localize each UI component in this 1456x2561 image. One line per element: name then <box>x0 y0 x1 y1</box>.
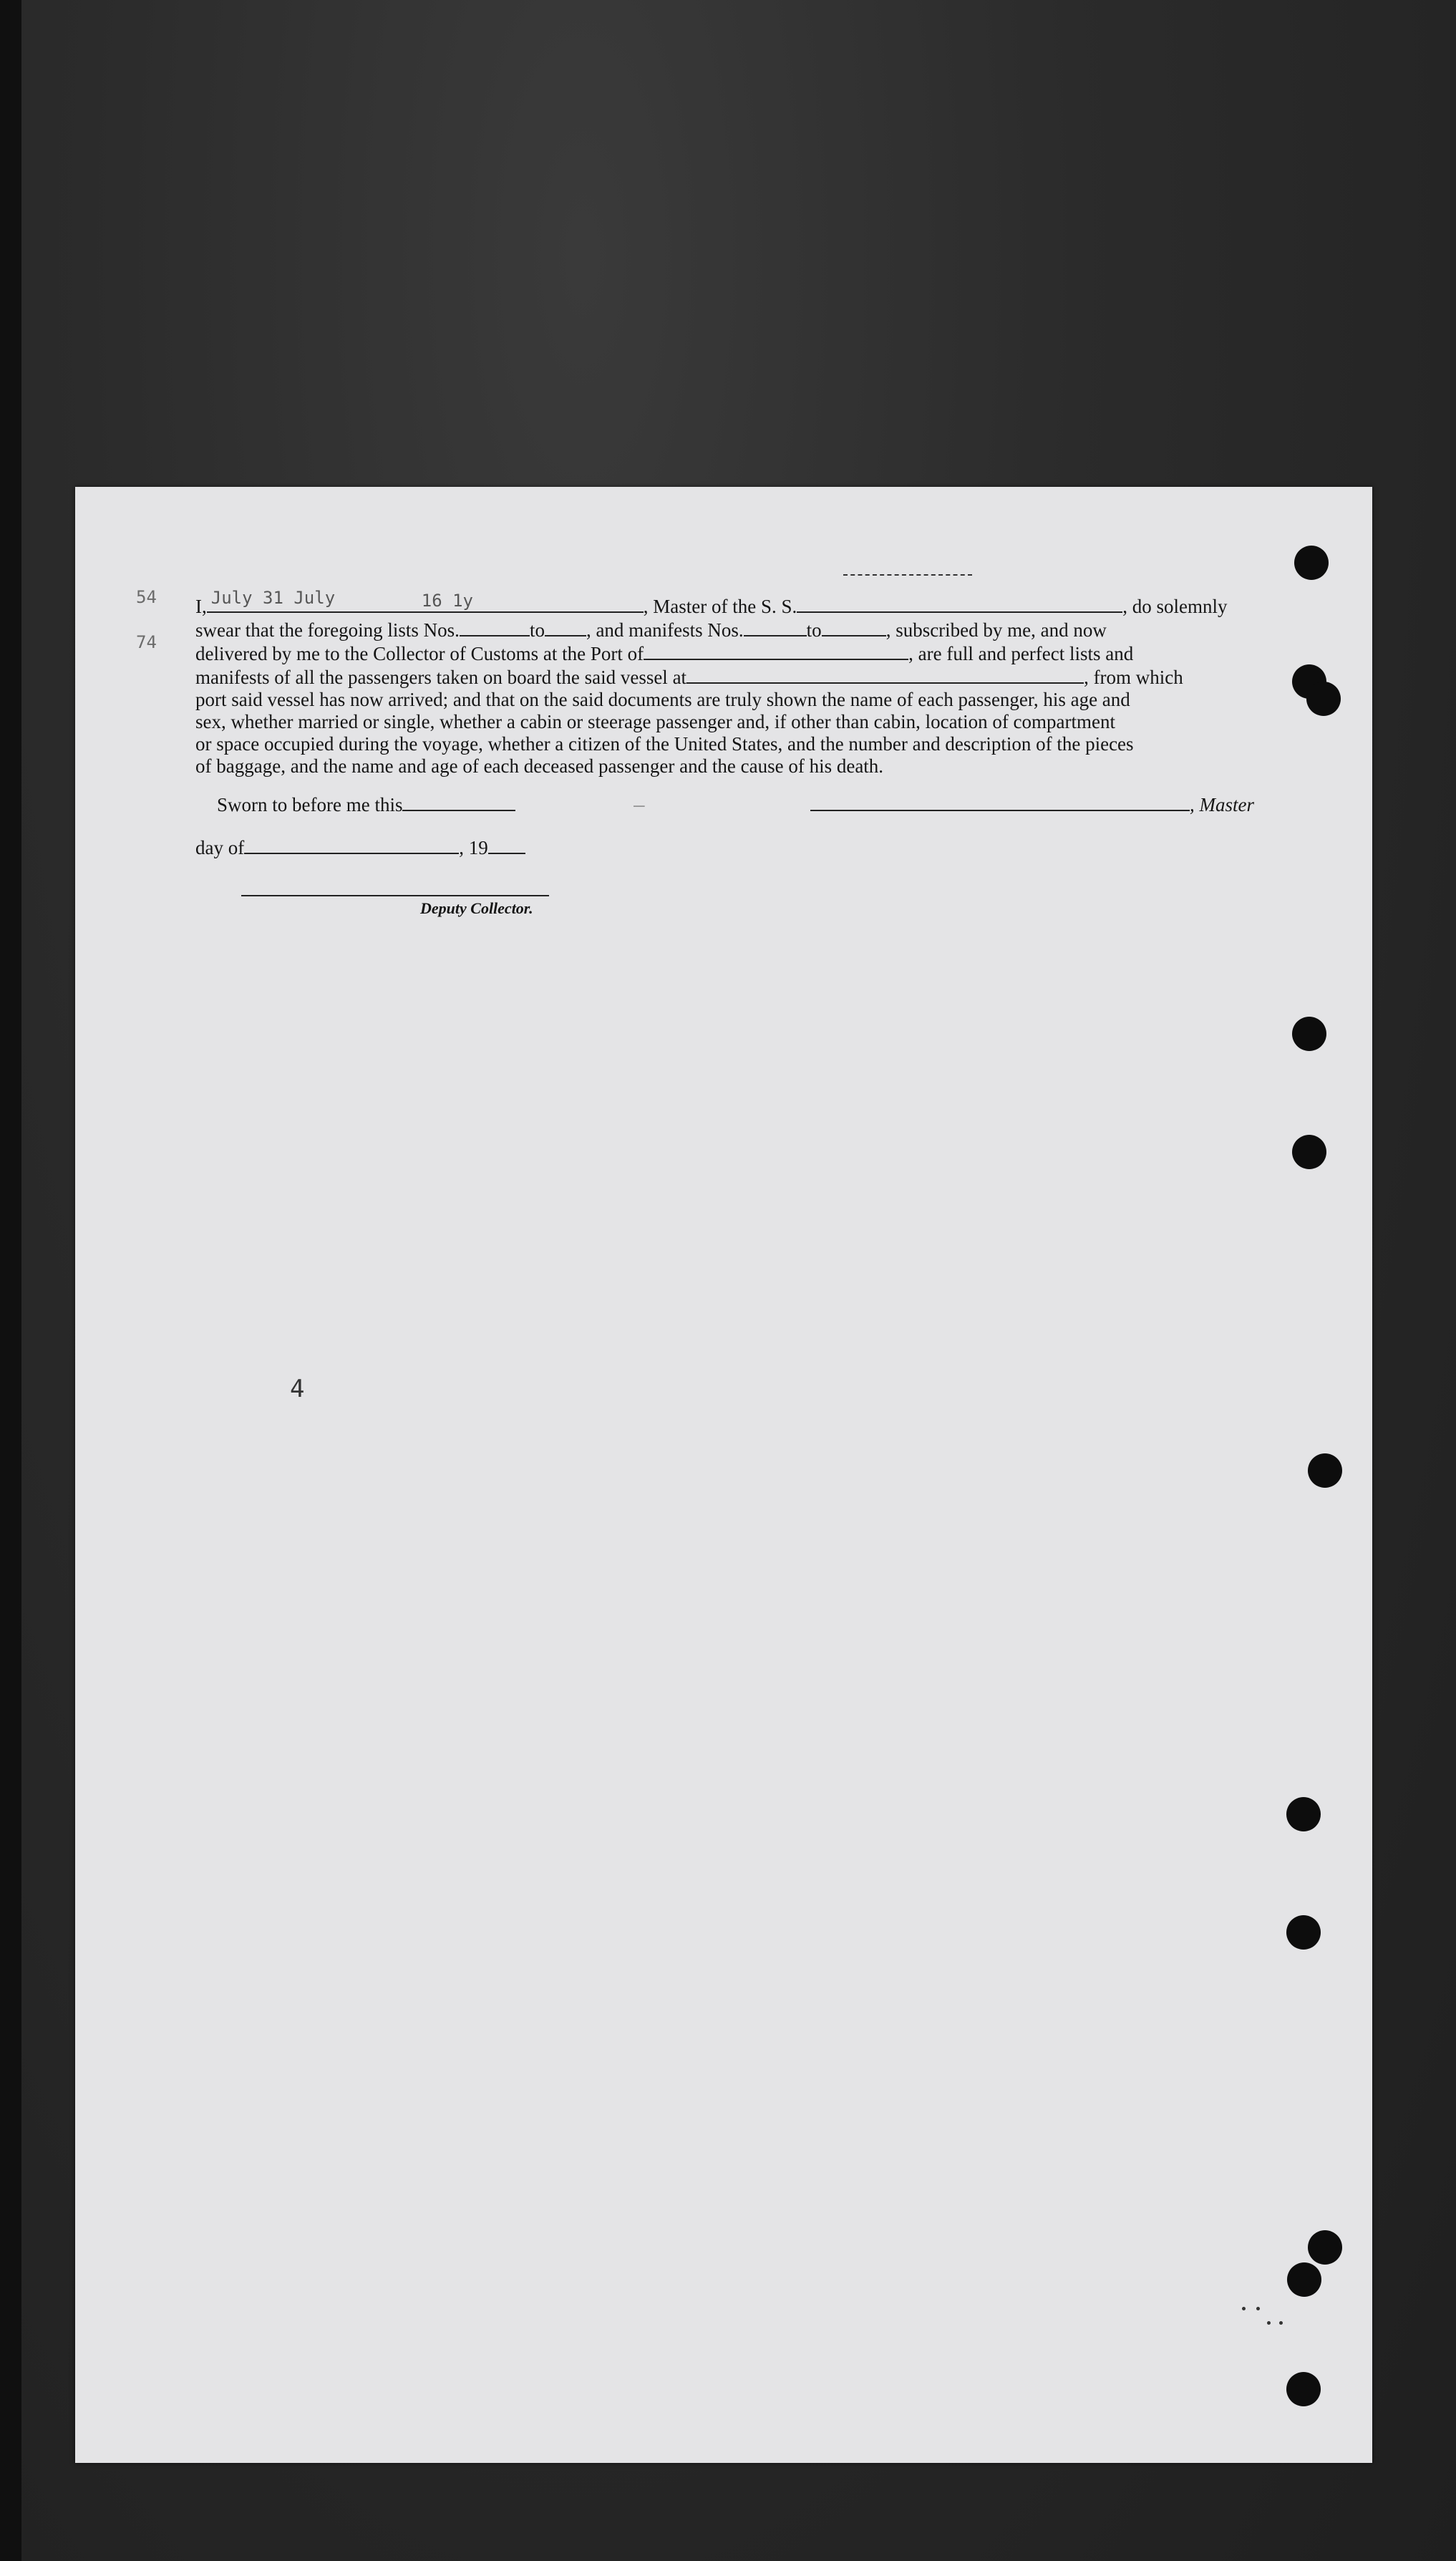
lists-nos-label: swear that the foregoing lists Nos. <box>195 619 460 641</box>
month-field <box>244 836 459 854</box>
oath-line-8: of baggage, and the name and age of each deceased passenger and the cause of his death. <box>195 755 884 777</box>
to-label-a: to <box>529 619 545 641</box>
deputy-collector-label: Deputy Collector. <box>420 899 533 917</box>
oath-line-7: or space occupied during the voyage, whether a citizen of the United States, and the number and description of the pieces <box>195 733 1134 755</box>
oath-line-3 <box>195 642 1341 665</box>
punch-hole-icon <box>1292 1135 1326 1169</box>
punch-hole-icon <box>1286 2372 1321 2406</box>
delivered-label: delivered by me to the Collector of Customs at the Port of <box>195 643 644 664</box>
oath-line-1 <box>195 588 1341 618</box>
departure-port-field <box>686 665 1084 684</box>
handwritten-date: July 31 July <box>210 588 336 608</box>
master-name-field <box>207 588 644 613</box>
margin-mark-top: 54 <box>136 587 157 607</box>
manifests-from-field <box>744 618 807 636</box>
bleed-mark: — <box>634 795 645 816</box>
punch-hole-icon <box>1308 2230 1342 2265</box>
dot-mark <box>1242 2307 1246 2310</box>
master-signature-field <box>810 793 1190 811</box>
dot-mark <box>1267 2321 1271 2325</box>
oath-prefix: I, <box>195 596 207 617</box>
day-of-row <box>195 836 525 859</box>
manifests-taken-label: manifests of all the passengers taken on board the said vessel at <box>195 667 687 688</box>
oath-form <box>195 588 1341 778</box>
dot-mark <box>1279 2321 1283 2325</box>
scan-edge <box>0 0 21 2561</box>
dot-mark <box>1256 2307 1260 2310</box>
vessel-name-field <box>797 594 1122 613</box>
manifest-page <box>75 487 1372 2463</box>
from-which-label: , from which <box>1084 667 1183 688</box>
oath-line-4 <box>195 665 1341 689</box>
master-of-ss-label: , Master of the S. S. <box>643 596 797 617</box>
margin-mark-second: 74 <box>136 632 157 652</box>
year-field <box>488 836 525 854</box>
full-perfect-label: , are full and perfect lists and <box>908 643 1134 664</box>
punch-hole-icon <box>1286 1797 1321 1831</box>
punch-hole-icon <box>1308 1453 1342 1488</box>
master-label: , Master <box>1190 794 1254 815</box>
margin-mark-mid: 4 <box>290 1375 305 1403</box>
deputy-signature-field <box>241 878 549 896</box>
to-label-b: to <box>806 619 822 641</box>
punch-hole-icon <box>1287 2262 1321 2297</box>
manifests-to-field <box>822 618 886 636</box>
oath-line-2 <box>195 618 1341 642</box>
lists-to-field <box>545 618 586 636</box>
year-label: , 19 <box>459 837 488 858</box>
port-field <box>644 642 908 660</box>
day-of-label: day of <box>195 837 245 858</box>
sworn-day-field <box>402 793 515 811</box>
header-dashes <box>843 574 972 581</box>
punch-hole-icon <box>1286 1915 1321 1950</box>
punch-hole-icon <box>1294 546 1329 580</box>
master-signature-row <box>810 793 1254 816</box>
subscribed-label: , subscribed by me, and now <box>885 619 1107 641</box>
lists-from-field <box>460 618 530 636</box>
manifests-nos-label: , and manifests Nos. <box>586 619 744 641</box>
oath-line-6: sex, whether married or single, whether a cabin or steerage passenger and, if other than cabin, location of compartment <box>195 711 1116 732</box>
handwritten-extra: 16 1y <box>421 591 473 611</box>
punch-hole-icon <box>1306 682 1341 716</box>
sworn-row <box>195 793 515 816</box>
sworn-label: Sworn to before me this <box>217 794 403 815</box>
oath-line-5: port said vessel has now arrived; and that on the said documents are truly shown the name of each passenger, his age and <box>195 689 1130 710</box>
punch-hole-icon <box>1292 1017 1326 1051</box>
solemnly-label: , do solemnly <box>1122 596 1228 617</box>
